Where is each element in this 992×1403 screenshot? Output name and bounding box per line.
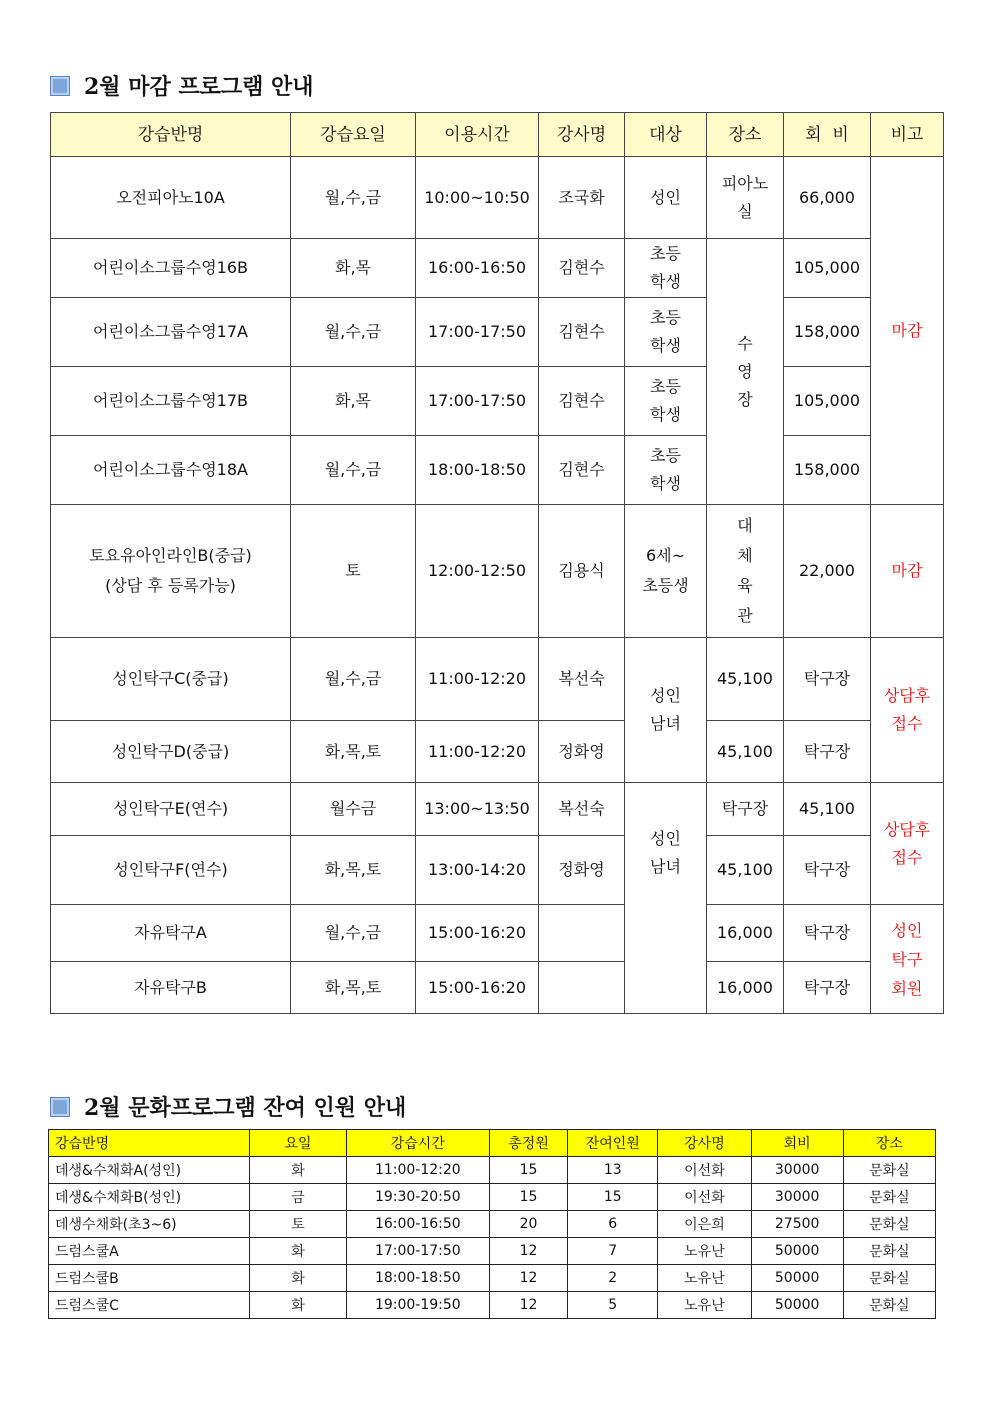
fee: 45,100 — [707, 721, 784, 783]
class-name: 드럼스쿨C — [49, 1292, 250, 1319]
place: 문화실 — [843, 1292, 935, 1319]
table-row — [49, 1265, 936, 1292]
place: 문화실 — [843, 1184, 935, 1211]
class-time: 19:30-20:50 — [346, 1184, 489, 1211]
class-days: 화,목,토 — [291, 721, 416, 783]
place: 문화실 — [843, 1238, 935, 1265]
column-header: 강습반명 — [51, 113, 291, 157]
remaining-seats: 2 — [568, 1265, 658, 1292]
class-name: 토요유아인라인B(중급) (상담 후 등록가능) — [51, 505, 291, 638]
closed-programs-table — [50, 112, 944, 1014]
section-title-culture-programs — [50, 1091, 406, 1122]
square-bullet-icon — [50, 1097, 70, 1117]
place: 탁구장 — [784, 962, 871, 1014]
class-name: 성인탁구E(연수) — [51, 783, 291, 836]
target: 초등 학생 — [625, 367, 707, 436]
instructor: 정화영 — [539, 721, 625, 783]
place: 대 체 육 관 — [707, 505, 784, 638]
column-header: 강습반명 — [49, 1130, 250, 1157]
fee: 105,000 — [784, 239, 871, 298]
table-row — [51, 721, 944, 783]
instructor: 노유난 — [658, 1238, 751, 1265]
fee: 30000 — [751, 1184, 843, 1211]
place: 피아노 실 — [707, 157, 784, 239]
instructor: 이선화 — [658, 1184, 751, 1211]
table-row — [51, 436, 944, 505]
class-day: 화 — [250, 1265, 346, 1292]
place-swimming-pool: 수 영 장 — [707, 239, 784, 505]
class-name: 데생수채화(초3~6) — [49, 1211, 250, 1238]
target: 초등 학생 — [625, 239, 707, 298]
class-days: 화,목 — [291, 239, 416, 298]
table-row — [51, 638, 944, 721]
class-days: 토 — [291, 505, 416, 638]
table-row — [51, 239, 944, 298]
table-row — [49, 1157, 936, 1184]
instructor: 정화영 — [539, 836, 625, 905]
table-row — [51, 836, 944, 905]
remaining-seats: 6 — [568, 1211, 658, 1238]
column-header: 강사명 — [658, 1130, 751, 1157]
target: 성인 — [625, 157, 707, 239]
class-name: 어린이소그룹수영16B — [51, 239, 291, 298]
remaining-seats: 5 — [568, 1292, 658, 1319]
capacity: 12 — [489, 1238, 567, 1265]
class-time: 12:00-12:50 — [416, 505, 539, 638]
class-days: 화,목,토 — [291, 962, 416, 1014]
section-title-text: 2월 마감 프로그램 안내 — [84, 74, 314, 100]
class-days: 월,수,금 — [291, 298, 416, 367]
class-name: 드럼스쿨A — [49, 1238, 250, 1265]
place: 문화실 — [843, 1157, 935, 1184]
class-days: 월,수,금 — [291, 905, 416, 962]
class-name: 데생&수채화A(성인) — [49, 1157, 250, 1184]
instructor: 복선숙 — [539, 783, 625, 836]
fee: 66,000 — [784, 157, 871, 239]
class-day: 화 — [250, 1157, 346, 1184]
class-time: 11:00-12:20 — [416, 721, 539, 783]
target: 초등 학생 — [625, 298, 707, 367]
remaining-seats: 13 — [568, 1157, 658, 1184]
instructor: 조국화 — [539, 157, 625, 239]
column-header: 비고 — [871, 113, 944, 157]
place: 탁구장 — [784, 638, 871, 721]
instructor: 김현수 — [539, 298, 625, 367]
fee: 16,000 — [707, 962, 784, 1014]
table-row — [51, 367, 944, 436]
fee: 158,000 — [784, 298, 871, 367]
class-days: 화,목 — [291, 367, 416, 436]
class-time: 18:00-18:50 — [346, 1265, 489, 1292]
instructor: 노유난 — [658, 1265, 751, 1292]
class-time: 16:00-16:50 — [416, 239, 539, 298]
class-name: 성인탁구D(중급) — [51, 721, 291, 783]
class-name: 자유탁구A — [51, 905, 291, 962]
capacity: 20 — [489, 1211, 567, 1238]
class-name: 드럼스쿨B — [49, 1265, 250, 1292]
section-title-closed-programs — [50, 70, 314, 101]
place: 탁구장 — [784, 905, 871, 962]
class-name: 어린이소그룹수영17A — [51, 298, 291, 367]
fee: 30000 — [751, 1157, 843, 1184]
table-row — [51, 905, 944, 962]
instructor: 복선숙 — [539, 638, 625, 721]
table-row — [51, 962, 944, 1014]
column-header: 이용시간 — [416, 113, 539, 157]
class-name: 성인탁구F(연수) — [51, 836, 291, 905]
class-time: 10:00~10:50 — [416, 157, 539, 239]
capacity: 12 — [489, 1265, 567, 1292]
remaining-seats: 15 — [568, 1184, 658, 1211]
place: 문화실 — [843, 1265, 935, 1292]
class-days: 월,수,금 — [291, 638, 416, 721]
class-time: 11:00-12:20 — [346, 1157, 489, 1184]
class-name: 데생&수채화B(성인) — [49, 1184, 250, 1211]
target: 6세~ 초등생 — [625, 505, 707, 638]
table-row — [51, 783, 944, 836]
table-row — [49, 1211, 936, 1238]
instructor: 김현수 — [539, 239, 625, 298]
column-header: 장소 — [707, 113, 784, 157]
class-name: 어린이소그룹수영17B — [51, 367, 291, 436]
class-day: 화 — [250, 1238, 346, 1265]
table-row — [49, 1184, 936, 1211]
fee: 45,100 — [707, 836, 784, 905]
class-days: 월수금 — [291, 783, 416, 836]
class-time: 17:00-17:50 — [416, 367, 539, 436]
instructor: 이은희 — [658, 1211, 751, 1238]
class-days: 월,수,금 — [291, 157, 416, 239]
column-header: 강습요일 — [291, 113, 416, 157]
remaining-seats: 7 — [568, 1238, 658, 1265]
section-title-text: 2월 문화프로그램 잔여 인원 안내 — [84, 1095, 407, 1121]
class-time: 19:00-19:50 — [346, 1292, 489, 1319]
class-time: 13:00-14:20 — [416, 836, 539, 905]
class-name: 오전피아노10A — [51, 157, 291, 239]
class-time: 17:00-17:50 — [416, 298, 539, 367]
fee: 50000 — [751, 1265, 843, 1292]
class-day: 금 — [250, 1184, 346, 1211]
instructor — [539, 905, 625, 962]
fee: 27500 — [751, 1211, 843, 1238]
fee: 158,000 — [784, 436, 871, 505]
class-time: 13:00~13:50 — [416, 783, 539, 836]
class-time: 16:00-16:50 — [346, 1211, 489, 1238]
class-name: 성인탁구C(중급) — [51, 638, 291, 721]
table-row — [49, 1292, 936, 1319]
column-header: 강사명 — [539, 113, 625, 157]
table-row — [51, 505, 944, 638]
table-row — [51, 298, 944, 367]
class-name: 자유탁구B — [51, 962, 291, 1014]
place: 문화실 — [843, 1211, 935, 1238]
status-note: 마감 — [871, 505, 944, 638]
class-name: 어린이소그룹수영18A — [51, 436, 291, 505]
column-header: 강습시간 — [346, 1130, 489, 1157]
fee: 45,100 — [784, 783, 871, 836]
fee: 50000 — [751, 1292, 843, 1319]
column-header: 대상 — [625, 113, 707, 157]
capacity: 15 — [489, 1157, 567, 1184]
column-header: 회 비 — [784, 113, 871, 157]
capacity: 12 — [489, 1292, 567, 1319]
target: 성인 남녀 — [625, 783, 707, 1014]
culture-programs-table — [48, 1129, 936, 1319]
status-note: 성인 탁구 회원 — [871, 905, 944, 1014]
instructor — [539, 962, 625, 1014]
class-days: 화,목,토 — [291, 836, 416, 905]
column-header: 잔여인원 — [568, 1130, 658, 1157]
place: 탁구장 — [784, 836, 871, 905]
table-header-row — [49, 1130, 936, 1157]
instructor: 노유난 — [658, 1292, 751, 1319]
instructor: 김현수 — [539, 436, 625, 505]
target: 성인 남녀 — [625, 638, 707, 783]
instructor: 이선화 — [658, 1157, 751, 1184]
fee: 50000 — [751, 1238, 843, 1265]
fee: 16,000 — [707, 905, 784, 962]
class-day: 토 — [250, 1211, 346, 1238]
column-header: 장소 — [843, 1130, 935, 1157]
class-time: 17:00-17:50 — [346, 1238, 489, 1265]
instructor: 김용식 — [539, 505, 625, 638]
class-time: 15:00-16:20 — [416, 905, 539, 962]
table-row — [49, 1238, 936, 1265]
status-note: 상담후 접수 — [871, 783, 944, 905]
fee: 105,000 — [784, 367, 871, 436]
fee: 22,000 — [784, 505, 871, 638]
table-row — [51, 157, 944, 239]
column-header: 요일 — [250, 1130, 346, 1157]
square-bullet-icon — [50, 76, 70, 96]
column-header: 총정원 — [489, 1130, 567, 1157]
class-time: 11:00-12:20 — [416, 638, 539, 721]
class-time: 18:00-18:50 — [416, 436, 539, 505]
class-time: 15:00-16:20 — [416, 962, 539, 1014]
instructor: 김현수 — [539, 367, 625, 436]
class-days: 월,수,금 — [291, 436, 416, 505]
place: 탁구장 — [707, 783, 784, 836]
table-header-row — [51, 113, 944, 157]
target: 초등 학생 — [625, 436, 707, 505]
class-day: 화 — [250, 1292, 346, 1319]
status-note: 마감 — [871, 157, 944, 505]
capacity: 15 — [489, 1184, 567, 1211]
place: 탁구장 — [784, 721, 871, 783]
fee: 45,100 — [707, 638, 784, 721]
column-header: 회비 — [751, 1130, 843, 1157]
status-note: 상담후 접수 — [871, 638, 944, 783]
